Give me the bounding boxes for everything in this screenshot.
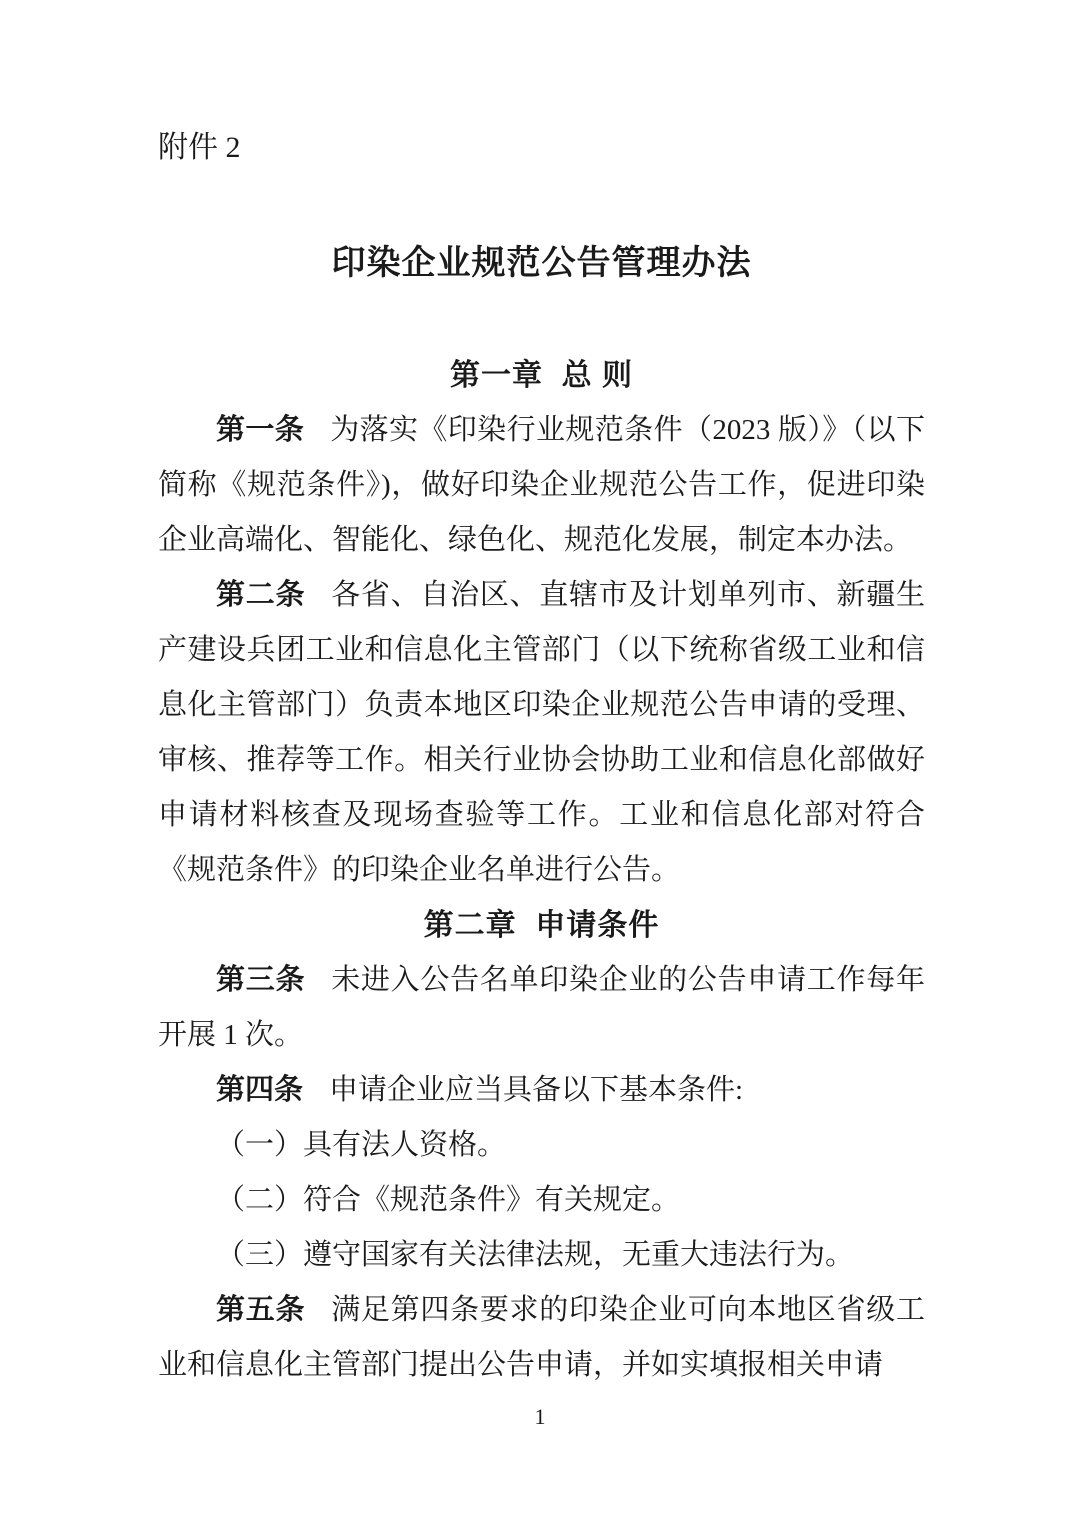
article-paragraph-5 bbox=[158, 1283, 925, 1393]
document-body bbox=[158, 348, 925, 1393]
article-paragraph-2 bbox=[158, 568, 925, 898]
article-text: 满足第四条要求的印染企业可向本地区省级工业和信息化主管部门提出公告申请，并如实填报相关申请 bbox=[158, 1294, 925, 1381]
article-paragraph-1 bbox=[158, 403, 925, 568]
attachment-label: 附件 2 bbox=[158, 131, 241, 164]
document-title: 印染企业规范公告管理办法 bbox=[331, 244, 752, 282]
list-item-text: （三）遵守国家有关法律法规，无重大违法行为。 bbox=[216, 1239, 855, 1271]
article-paragraph-3 bbox=[158, 953, 925, 1063]
list-item-paragraph-2 bbox=[158, 1173, 925, 1228]
article-label: 第一条 bbox=[216, 414, 305, 446]
article-text: 为落实《印染行业规范条件（2023 版）》（以下简称《规范条件》)，做好印染企业规范公告工作，促进印染企业高端化、智能化、绿色化、规范化发展，制定本办法。 bbox=[158, 414, 925, 556]
article-text: 申请企业应当具备以下基本条件: bbox=[329, 1074, 744, 1106]
list-item-paragraph-3 bbox=[158, 1228, 925, 1283]
article-label: 第三条 bbox=[216, 964, 306, 996]
list-item-paragraph-1 bbox=[158, 1118, 925, 1173]
article-text: 各省、自治区、直辖市及计划单列市、新疆生产建设兵团工业和信息化主管部门（以下统称省级工业和信息化主管部门）负责本地区印染企业规范公告申请的受理、审核、推荐等工作。相关行业协会协助工业和信息化部做好申请材料核查及现场查验等工作。工业和信息化部对符合《规范条件》的印染企业名单进行公告。 bbox=[158, 579, 925, 886]
list-item-text: （二）符合《规范条件》有关规定。 bbox=[216, 1184, 681, 1216]
chapter-heading-1: 第一章 总 则 bbox=[449, 359, 633, 392]
article-text: 未进入公告名单印染企业的公告申请工作每年开展 1 次。 bbox=[158, 964, 925, 1051]
article-label: 第二条 bbox=[216, 579, 306, 611]
article-label: 第四条 bbox=[216, 1074, 304, 1106]
list-item-text: （一）具有法人资格。 bbox=[216, 1129, 507, 1161]
chapter-heading-2: 第二章 申请条件 bbox=[423, 909, 660, 942]
page-number: 1 bbox=[534, 1404, 546, 1429]
article-label: 第五条 bbox=[216, 1294, 306, 1326]
article-paragraph-4 bbox=[158, 1063, 925, 1118]
